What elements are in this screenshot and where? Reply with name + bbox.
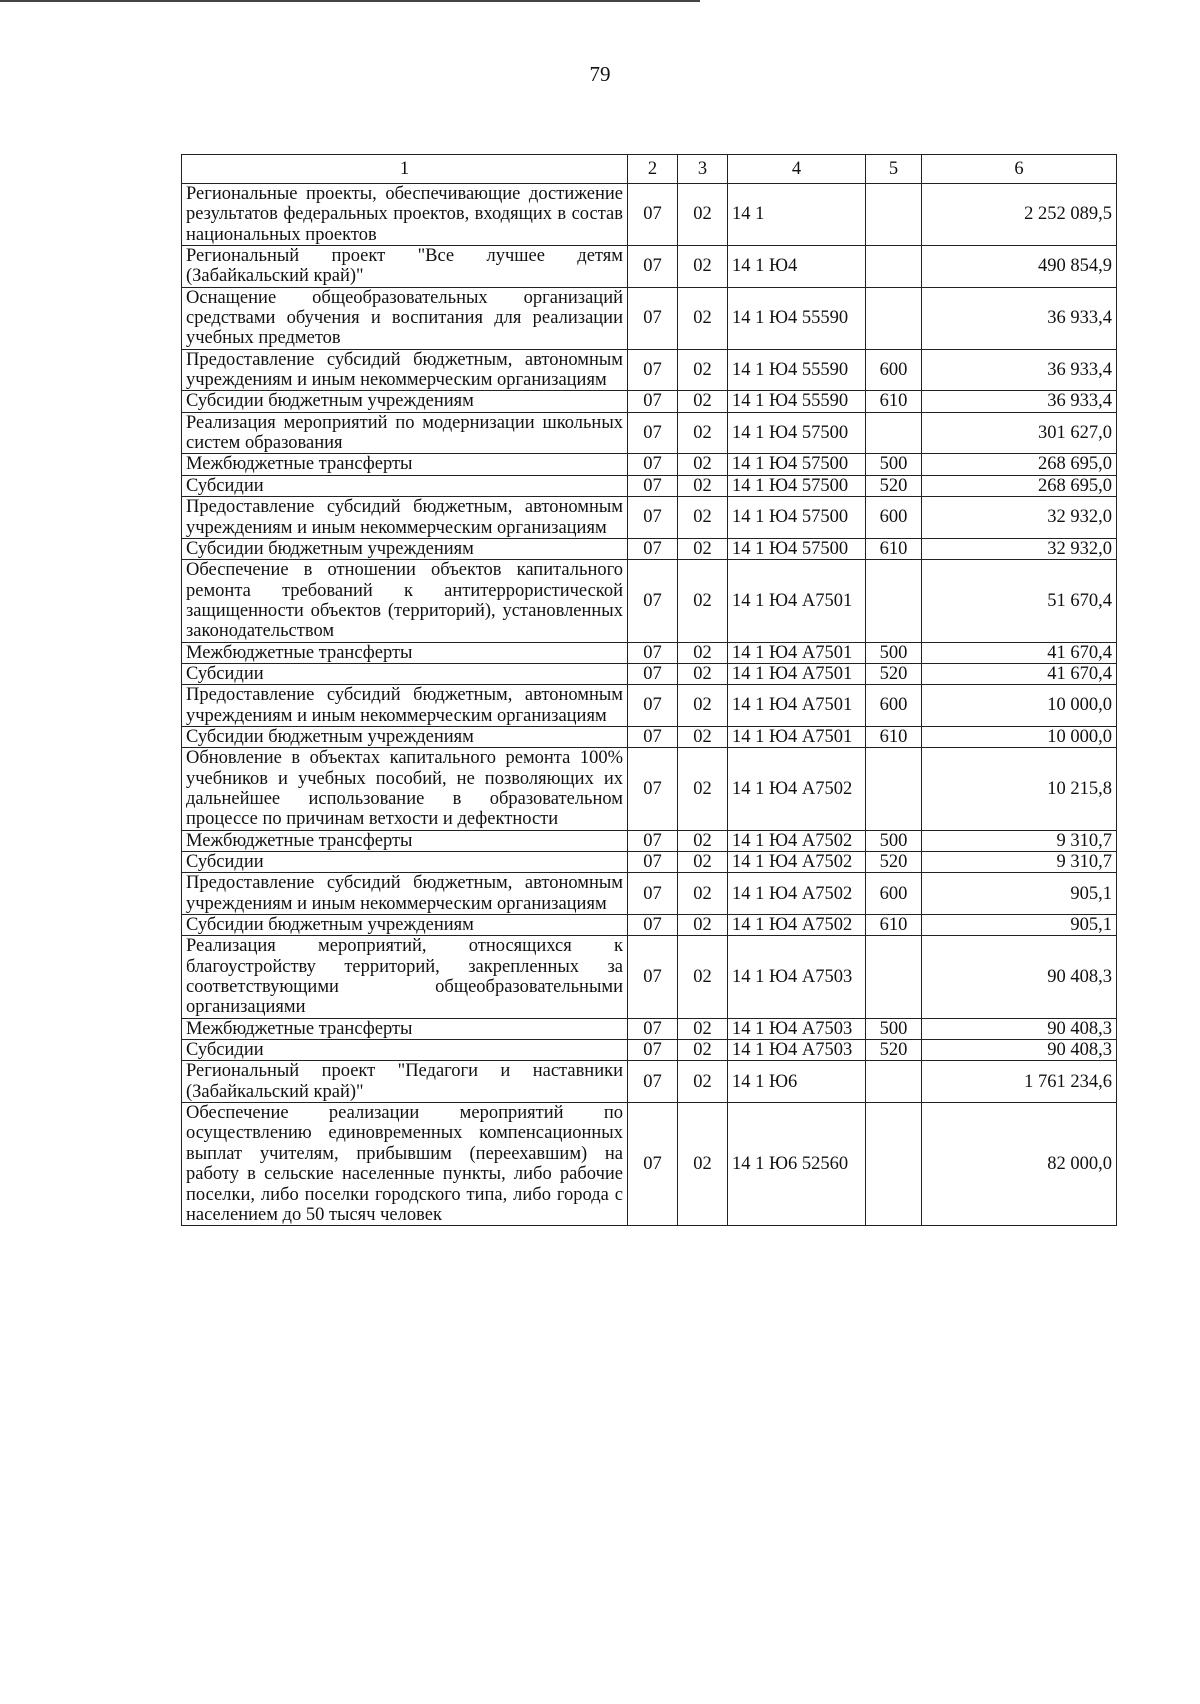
row-section-cell: 07 [628, 873, 678, 915]
row-expense-type-cell: 610 [866, 391, 922, 412]
row-section-cell: 07 [628, 1040, 678, 1061]
row-subsection-cell: 02 [678, 475, 728, 496]
row-amount-cell: 90 408,3 [922, 936, 1117, 1018]
row-name-cell: Предоставление субсидий бюджетным, автономным учреждениям и иным некоммерческим организациям [182, 497, 628, 539]
header-col-2: 2 [628, 155, 678, 184]
table-row [182, 748, 1117, 830]
row-target-article-cell: 14 1 Ю4 55590 [728, 287, 866, 349]
row-name-cell: Реализация мероприятий по модернизации школьных систем образования [182, 412, 628, 454]
row-section-cell: 07 [628, 936, 678, 1018]
table-row [182, 454, 1117, 475]
row-subsection-cell: 02 [678, 642, 728, 663]
row-amount-cell: 905,1 [922, 873, 1117, 915]
row-subsection-cell: 02 [678, 184, 728, 246]
row-amount-cell: 1 761 234,6 [922, 1061, 1117, 1103]
row-subsection-cell: 02 [678, 936, 728, 1018]
row-target-article-cell: 14 1 Ю6 [728, 1061, 866, 1103]
row-expense-type-cell: 520 [866, 663, 922, 684]
row-expense-type-cell: 520 [866, 852, 922, 873]
table-row [182, 915, 1117, 936]
row-section-cell: 07 [628, 663, 678, 684]
row-expense-type-cell: 520 [866, 475, 922, 496]
table-row [182, 1061, 1117, 1103]
row-subsection-cell: 02 [678, 412, 728, 454]
row-expense-type-cell [866, 412, 922, 454]
row-name-cell: Обеспечение в отношении объектов капитального ремонта требований к антитеррористической защищенности объектов (территорий), установленных законодательством [182, 560, 628, 642]
row-section-cell: 07 [628, 475, 678, 496]
row-name-cell: Обновление в объектах капитального ремонта 100% учебников и учебных пособий, не позволяющих их дальнейшее использование в образовательном процессе по причинам ветхости и дефектности [182, 748, 628, 830]
row-section-cell: 07 [628, 1103, 678, 1226]
table-row [182, 663, 1117, 684]
row-name-cell: Субсидии бюджетным учреждениям [182, 915, 628, 936]
row-expense-type-cell [866, 1061, 922, 1103]
table-row [182, 349, 1117, 391]
row-section-cell: 07 [628, 560, 678, 642]
row-target-article-cell: 14 1 Ю4 А7501 [728, 726, 866, 747]
row-expense-type-cell: 500 [866, 642, 922, 663]
row-subsection-cell: 02 [678, 246, 728, 288]
row-target-article-cell: 14 1 Ю4 А7502 [728, 830, 866, 851]
row-amount-cell: 9 310,7 [922, 852, 1117, 873]
row-target-article-cell: 14 1 Ю4 55590 [728, 349, 866, 391]
row-target-article-cell: 14 1 Ю4 57500 [728, 497, 866, 539]
row-name-cell: Субсидии [182, 1040, 628, 1061]
row-subsection-cell: 02 [678, 1103, 728, 1226]
row-subsection-cell: 02 [678, 497, 728, 539]
row-name-cell: Межбюджетные трансферты [182, 1018, 628, 1039]
row-section-cell: 07 [628, 726, 678, 747]
row-subsection-cell: 02 [678, 1018, 728, 1039]
table-row [182, 726, 1117, 747]
row-section-cell: 07 [628, 685, 678, 727]
row-target-article-cell: 14 1 Ю4 А7502 [728, 873, 866, 915]
budget-table [181, 154, 1117, 1226]
page-number: 79 [589, 62, 611, 86]
row-target-article-cell: 14 1 Ю4 А7501 [728, 685, 866, 727]
row-target-article-cell: 14 1 Ю4 57500 [728, 538, 866, 559]
row-amount-cell: 10 215,8 [922, 748, 1117, 830]
row-subsection-cell: 02 [678, 873, 728, 915]
row-name-cell: Межбюджетные трансферты [182, 454, 628, 475]
row-name-cell: Межбюджетные трансферты [182, 642, 628, 663]
row-section-cell: 07 [628, 454, 678, 475]
row-name-cell: Субсидии [182, 852, 628, 873]
header-col-4: 4 [728, 155, 866, 184]
row-target-article-cell: 14 1 Ю4 А7502 [728, 748, 866, 830]
row-section-cell: 07 [628, 748, 678, 830]
table-row [182, 497, 1117, 539]
row-name-cell: Субсидии [182, 663, 628, 684]
header-col-3: 3 [678, 155, 728, 184]
row-name-cell: Предоставление субсидий бюджетным, автономным учреждениям и иным некоммерческим организациям [182, 349, 628, 391]
row-section-cell: 07 [628, 184, 678, 246]
row-amount-cell: 32 932,0 [922, 497, 1117, 539]
row-subsection-cell: 02 [678, 1061, 728, 1103]
row-amount-cell: 41 670,4 [922, 663, 1117, 684]
row-section-cell: 07 [628, 349, 678, 391]
table-row [182, 852, 1117, 873]
scan-edge-line [0, 0, 700, 2]
row-expense-type-cell [866, 936, 922, 1018]
row-target-article-cell: 14 1 Ю4 А7501 [728, 560, 866, 642]
row-expense-type-cell: 610 [866, 915, 922, 936]
row-target-article-cell: 14 1 Ю4 А7502 [728, 852, 866, 873]
row-expense-type-cell: 600 [866, 349, 922, 391]
row-target-article-cell: 14 1 Ю4 [728, 246, 866, 288]
row-target-article-cell: 14 1 Ю4 57500 [728, 475, 866, 496]
row-expense-type-cell [866, 560, 922, 642]
row-section-cell: 07 [628, 391, 678, 412]
row-section-cell: 07 [628, 830, 678, 851]
row-name-cell: Региональный проект "Все лучшее детям (Забайкальский край)" [182, 246, 628, 288]
row-name-cell: Реализация мероприятий, относящихся к благоустройству территорий, закрепленных за соответствующими общеобразовательными организациями [182, 936, 628, 1018]
row-target-article-cell: 14 1 Ю4 А7501 [728, 663, 866, 684]
row-expense-type-cell: 610 [866, 726, 922, 747]
row-expense-type-cell: 600 [866, 873, 922, 915]
row-subsection-cell: 02 [678, 560, 728, 642]
table-row [182, 184, 1117, 246]
row-subsection-cell: 02 [678, 663, 728, 684]
row-target-article-cell: 14 1 Ю4 А7501 [728, 642, 866, 663]
row-name-cell: Субсидии бюджетным учреждениям [182, 538, 628, 559]
row-target-article-cell: 14 1 Ю4 55590 [728, 391, 866, 412]
table-row [182, 246, 1117, 288]
row-amount-cell: 36 933,4 [922, 287, 1117, 349]
row-expense-type-cell [866, 1103, 922, 1226]
table-row [182, 287, 1117, 349]
row-amount-cell: 268 695,0 [922, 475, 1117, 496]
row-expense-type-cell: 520 [866, 1040, 922, 1061]
row-amount-cell: 36 933,4 [922, 349, 1117, 391]
table-row [182, 830, 1117, 851]
header-col-1: 1 [182, 155, 628, 184]
table-row [182, 560, 1117, 642]
table-row [182, 1018, 1117, 1039]
row-section-cell: 07 [628, 915, 678, 936]
row-amount-cell: 10 000,0 [922, 685, 1117, 727]
row-subsection-cell: 02 [678, 830, 728, 851]
row-expense-type-cell: 500 [866, 454, 922, 475]
row-expense-type-cell: 600 [866, 497, 922, 539]
row-name-cell: Субсидии [182, 475, 628, 496]
row-subsection-cell: 02 [678, 748, 728, 830]
row-amount-cell: 36 933,4 [922, 391, 1117, 412]
row-section-cell: 07 [628, 852, 678, 873]
row-expense-type-cell [866, 748, 922, 830]
row-section-cell: 07 [628, 538, 678, 559]
row-section-cell: 07 [628, 246, 678, 288]
row-amount-cell: 41 670,4 [922, 642, 1117, 663]
row-subsection-cell: 02 [678, 349, 728, 391]
row-amount-cell: 82 000,0 [922, 1103, 1117, 1226]
table-header-row [182, 155, 1117, 184]
table-row [182, 391, 1117, 412]
row-amount-cell: 2 252 089,5 [922, 184, 1117, 246]
row-amount-cell: 51 670,4 [922, 560, 1117, 642]
row-target-article-cell: 14 1 Ю4 А7502 [728, 915, 866, 936]
row-expense-type-cell: 600 [866, 685, 922, 727]
table-row [182, 1040, 1117, 1061]
row-expense-type-cell: 500 [866, 830, 922, 851]
row-name-cell: Межбюджетные трансферты [182, 830, 628, 851]
table-row [182, 538, 1117, 559]
row-subsection-cell: 02 [678, 391, 728, 412]
row-expense-type-cell: 610 [866, 538, 922, 559]
row-section-cell: 07 [628, 497, 678, 539]
row-target-article-cell: 14 1 Ю6 52560 [728, 1103, 866, 1226]
row-subsection-cell: 02 [678, 685, 728, 727]
row-name-cell: Оснащение общеобразовательных организаций средствами обучения и воспитания для реализации учебных предметов [182, 287, 628, 349]
row-target-article-cell: 14 1 Ю4 57500 [728, 454, 866, 475]
row-name-cell: Субсидии бюджетным учреждениям [182, 391, 628, 412]
table-row [182, 1103, 1117, 1226]
row-amount-cell: 490 854,9 [922, 246, 1117, 288]
header-col-6: 6 [922, 155, 1117, 184]
row-subsection-cell: 02 [678, 915, 728, 936]
row-amount-cell: 10 000,0 [922, 726, 1117, 747]
row-name-cell: Региональный проект "Педагоги и наставники (Забайкальский край)" [182, 1061, 628, 1103]
row-section-cell: 07 [628, 1061, 678, 1103]
row-target-article-cell: 14 1 Ю4 57500 [728, 412, 866, 454]
row-subsection-cell: 02 [678, 454, 728, 475]
row-name-cell: Субсидии бюджетным учреждениям [182, 726, 628, 747]
row-subsection-cell: 02 [678, 852, 728, 873]
row-target-article-cell: 14 1 Ю4 А7503 [728, 1040, 866, 1061]
row-name-cell: Предоставление субсидий бюджетным, автономным учреждениям и иным некоммерческим организациям [182, 873, 628, 915]
table-row [182, 642, 1117, 663]
row-name-cell: Региональные проекты, обеспечивающие достижение результатов федеральных проектов, входящих в состав национальных проектов [182, 184, 628, 246]
row-section-cell: 07 [628, 287, 678, 349]
row-section-cell: 07 [628, 642, 678, 663]
row-expense-type-cell [866, 184, 922, 246]
row-subsection-cell: 02 [678, 726, 728, 747]
row-name-cell: Обеспечение реализации мероприятий по осуществлению единовременных компенсационных выплат учителям, прибывшим (переехавшим) на работу в сельские населенные пункты, либо рабочие поселки, либо поселки городского типа, либо города с населением до 50 тысяч человек [182, 1103, 628, 1226]
row-amount-cell: 90 408,3 [922, 1040, 1117, 1061]
table-row [182, 412, 1117, 454]
table-row [182, 936, 1117, 1018]
row-amount-cell: 905,1 [922, 915, 1117, 936]
row-expense-type-cell [866, 287, 922, 349]
row-amount-cell: 90 408,3 [922, 1018, 1117, 1039]
table-row [182, 685, 1117, 727]
row-target-article-cell: 14 1 Ю4 А7503 [728, 936, 866, 1018]
row-section-cell: 07 [628, 1018, 678, 1039]
row-amount-cell: 301 627,0 [922, 412, 1117, 454]
row-subsection-cell: 02 [678, 287, 728, 349]
row-name-cell: Предоставление субсидий бюджетным, автономным учреждениям и иным некоммерческим организациям [182, 685, 628, 727]
row-expense-type-cell: 500 [866, 1018, 922, 1039]
header-col-5: 5 [866, 155, 922, 184]
row-amount-cell: 32 932,0 [922, 538, 1117, 559]
row-amount-cell: 9 310,7 [922, 830, 1117, 851]
row-subsection-cell: 02 [678, 1040, 728, 1061]
row-target-article-cell: 14 1 Ю4 А7503 [728, 1018, 866, 1039]
row-expense-type-cell [866, 246, 922, 288]
row-target-article-cell: 14 1 [728, 184, 866, 246]
row-section-cell: 07 [628, 412, 678, 454]
table-row [182, 475, 1117, 496]
row-subsection-cell: 02 [678, 538, 728, 559]
row-amount-cell: 268 695,0 [922, 454, 1117, 475]
table-row [182, 873, 1117, 915]
